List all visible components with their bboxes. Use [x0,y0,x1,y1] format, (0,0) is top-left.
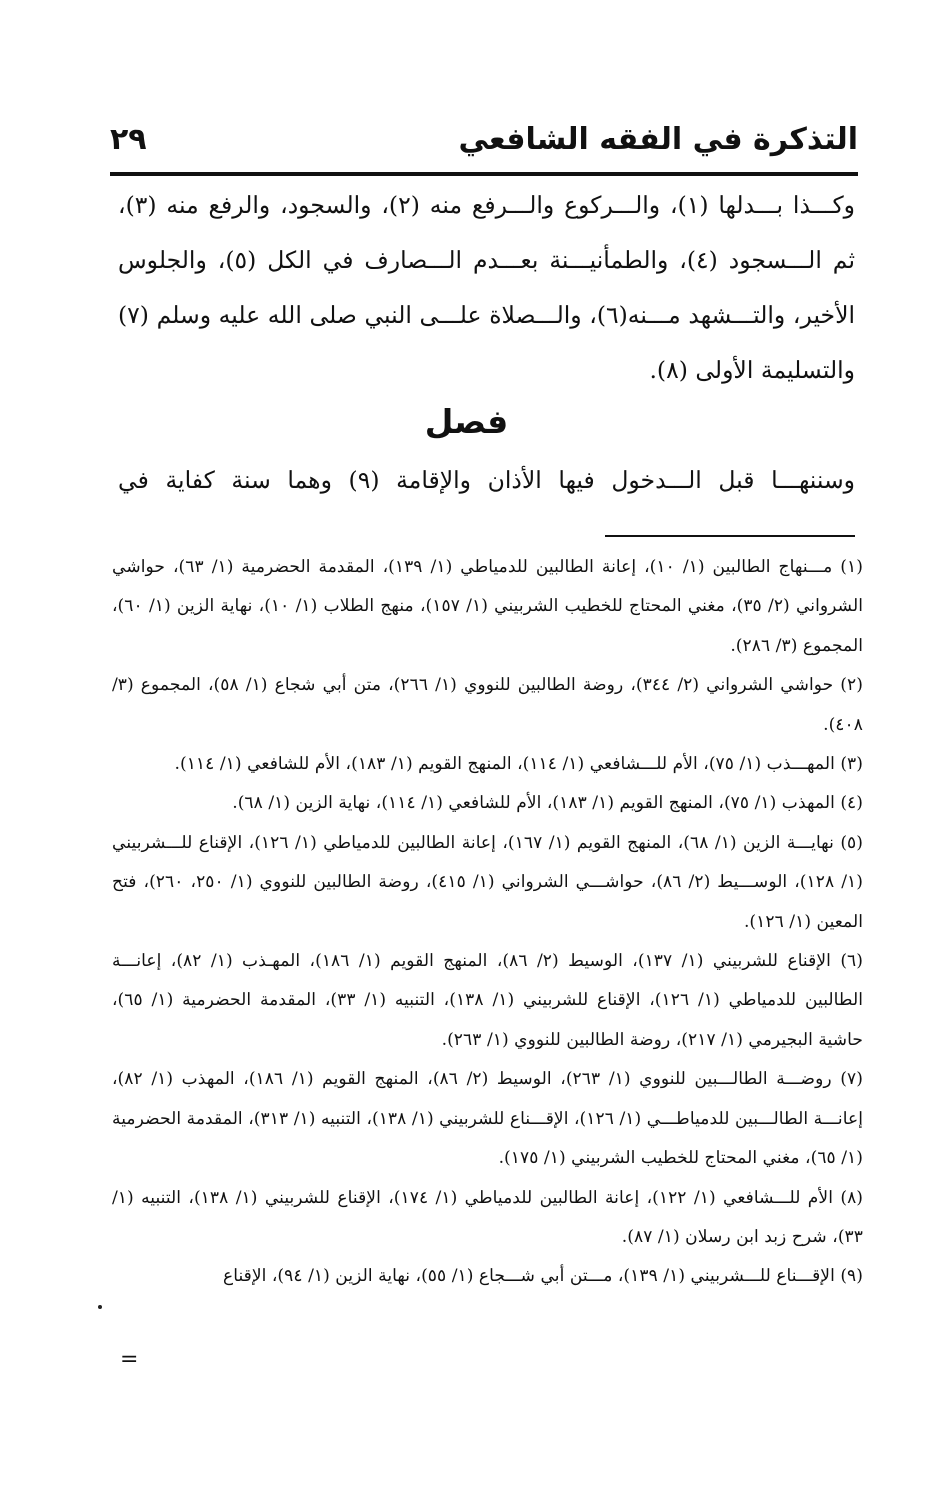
footnote-separator [605,535,855,537]
footnote-6: (٦) الإقناع للشربيني (١/ ١٣٧)، الوسيط (٢/ ٨٦)، المنهج القويم (١/ ١٨٦)، المهـذب (١/ ٨٢)، إعانـــة الطالبين للدمياطي (١/ ١٢٦)، الإقناع للشربيني (١/ ١٣٨)، التنبيه (١/ ٣٣)، المقدمة الحضرمية (١/ ٦٥)، حاشية البجيرمي (١/ ٢١٧)، روضة الطالبين للنووي (١/ ٢٦٣). [112,951,863,1050]
footnote-1: (١) مـــنهاج الطالبين (١/ ١٠)، إعانة الطالبين للدمياطي (١/ ١٣٩)، المقدمة الحضرمية (١/ ٦٣)، حواشي الشرواني (٢/ ٣٥)، مغني المحتاج للخطيب الشربيني (١/ ١٥٧)، منهج الطلاب (١/ ١٠)، نهاية الزين (١/ ٦٠)، المجموع (٣/ ٢٨٦). [112,557,863,656]
main-text-block [118,178,855,398]
footnote-5: (٥) نهايـــة الزين (١/ ٦٨)، المنهج القويم (١/ ١٦٧)، إعانة الطالبين للدمياطي (١/ ١٢٦)، الإقناع للـــشربيني (١/ ١٢٨)، الوســـيط (٢/ ٨٦)، حواشـــي الشرواني (١/ ٤١٥)، روضة الطالبين للنووي (١/ ٢٥٠، ٢٦٠)، فتح المعين (١/ ١٢٦). [112,832,863,932]
page-header [110,122,858,168]
footnote-3: (٣) المهـــذب (١/ ٧٥)، الأم للـــشافعي (١/ ١١٤)، المنهج القويم (١/ ١٨٣)، الأم للشافعي (١/ ١١٤). [174,754,863,775]
footnote-8: (٨) الأم للـــشافعي (١/ ١٢٢)، إعانة الطالبين للدمياطي (١/ ١٧٤)، الإقناع للشربيني (١/ ١٣٨)، التنبيه (١/ ٣٣)، شرح زبد ابن رسلان (١/ ٨٧). [112,1187,864,1247]
page-number: ٢٩ [110,122,147,157]
main-paragraph: وكـــذا بـــدلها (١)، والـــركوع والـــرفع منه (٢)، والسجود، والرفع منه (٣)، ثم الـــسجود (٤)، والطمأنيـــنة بعـــدم الـــصارف في الكل (٥)، والجلوس الأخير، والتـــشهد مـــنه(٦)، والـــصلاة علـــى النبي صلى الله عليه وسلم (٧) والتسليمة الأولى (٨). [118,191,855,384]
footnote-4: (٤) المهذب (١/ ٧٥)، المنهج القويم (١/ ١٨٣)، الأم للشافعي (١/ ١١٤)، نهاية الزين (١/ ٦٨). [232,793,863,814]
continuation-mark: = [120,1347,139,1372]
section-heading: فصل [424,402,509,441]
header-rule [110,172,858,176]
stray-dot [98,1305,102,1309]
section-text: وسننهـــا قبل الـــدخول فيها الأذان والإقامة (٩) وهما سنة كفاية في [118,466,855,494]
footnote-2: (٢) حواشي الشرواني (٢/ ٣٤٤)، روضة الطالبين للنووي (١/ ٢٦٦)، متن أبي شجاع (١/ ٥٨)، المجموع (٣/ ٤٠٨). [112,675,863,735]
footnote-7: (٧) روضـــة الطالـــبين للنووي (١/ ٢٦٣)، الوسيط (٢/ ٨٦)، المنهج القويم (١/ ١٨٦)، المهذب (١/ ٨٢)، إعانـــة الطالـــبين للدمياطـــي (١/ ١٢٦)، الإقـــناع للشربيني (١/ ١٣٨)، التنبيه (١/ ٣١٣)، المقدمة الحضرمية (١/ ٦٥)، مغني المحتاج للخطيب الشربيني (١/ ١٧٥). [112,1069,863,1169]
footnote-9: (٩) الإقـــناع للـــشربيني (١/ ١٣٩)، مـــتن أبي شـــجاع (١/ ٥٥)، نهاية الزين (١/ ٩٤)، الإقناع [222,1266,863,1287]
footnotes [112,548,863,1297]
page-title: التذكرة في الفقه الشافعي [458,122,858,157]
